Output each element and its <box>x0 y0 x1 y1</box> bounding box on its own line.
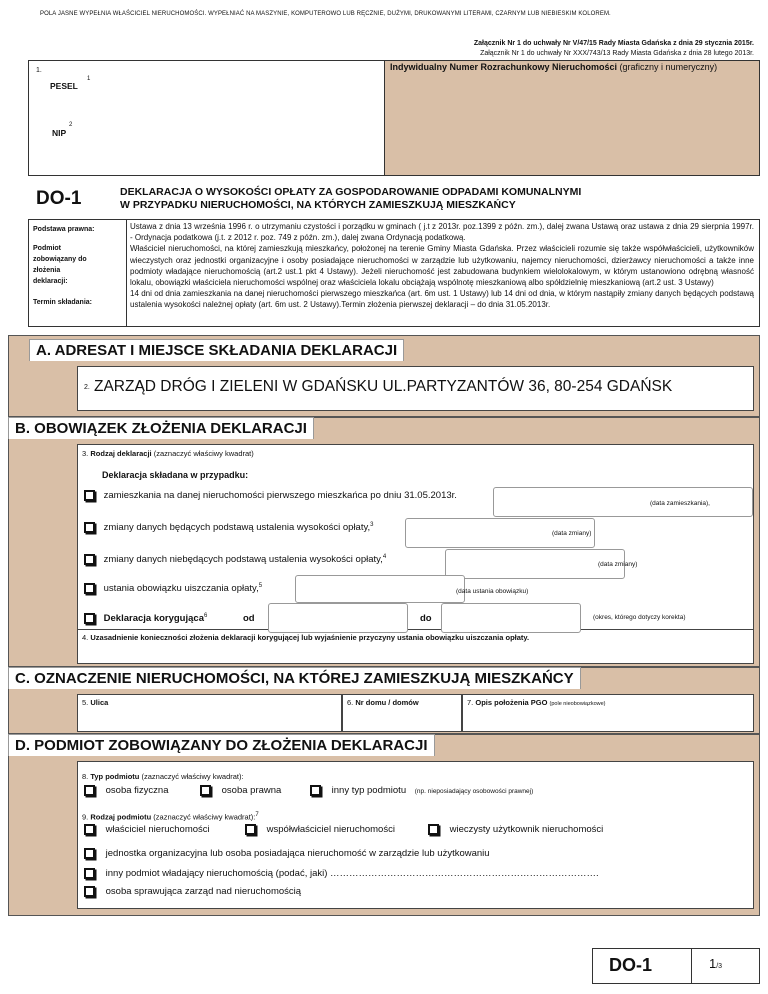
recipient-box <box>77 366 754 411</box>
street-field[interactable] <box>77 694 342 732</box>
deadline-text: 14 dni od dnia zamieszkania na danej nieruchomości pierwszego mieszkańca (art. 6m ust. 1 Ustawy) lub 14 dni od dnia, w którym nastąpiły zmiany danych będących podstawą ustalenia wysokości należnej opłaty (art. 6m ust. 2 Ustawy).Termin złożenia pierwszej deklaracji – do dnia 31.05.2013r. <box>130 289 754 310</box>
correction-to-field[interactable] <box>441 603 581 633</box>
justification-box[interactable] <box>77 629 754 664</box>
form-title-line-1: DEKLARACJA O WYSOKOŚCI OPŁATY ZA GOSPODAROWANIE ODPADAMI KOMUNALNYMI <box>120 186 582 198</box>
correction-to-label: do <box>420 613 432 624</box>
form-title-line-2: W PRZYPADKU NIERUCHOMOŚCI, NA KTÓRYCH ZAMIESZKUJĄ MIESZKAŃCY <box>120 199 516 211</box>
date-obligation-end-hint: (data ustania obowiązku) <box>456 588 529 595</box>
section-c-title: C. OZNACZENIE NIERUCHOMOŚCI, NA KTÓREJ ZAMIESZKUJĄ MIESZKAŃCY <box>8 667 581 689</box>
checkbox-legal-person[interactable] <box>200 785 211 796</box>
nip-label: NIP <box>52 128 67 138</box>
checkbox-first-resident[interactable] <box>84 490 95 501</box>
footer-form-code: DO-1 <box>609 955 653 975</box>
section-b-title: B. OBOWIĄZEK ZŁOŻENIA DEKLARACJI <box>8 417 314 439</box>
legal-text <box>130 221 754 311</box>
checkbox-management-unit[interactable] <box>84 848 95 859</box>
checkbox-other-holder[interactable] <box>84 868 95 879</box>
street-label: Ulica <box>90 698 109 707</box>
field-num-1: 1. <box>36 67 42 74</box>
q4-label: 4. Uzasadnienie konieczności złożenia deklaracji korygującej lub wyjaśnienie przyczyny ustania obowiązku uiszczania opłaty. <box>82 633 530 642</box>
role-perpetual-user: wieczysty użytkownik nieruchomości <box>428 824 603 835</box>
obliged-label-1: Podmiot <box>33 245 61 252</box>
inrn-label: Indywidualny Numer Rozrachunkowy Nieruchomości (graficzny i numeryczny) <box>390 62 718 72</box>
house-number-field[interactable] <box>342 694 462 732</box>
checkbox-perpetual-user[interactable] <box>428 824 439 835</box>
correction-from-field[interactable] <box>268 603 408 633</box>
section-c <box>8 667 760 734</box>
footer-code-box <box>592 948 760 984</box>
pgo-location-field[interactable] <box>462 694 754 732</box>
checkbox-correction[interactable] <box>84 613 95 624</box>
checkbox-owner[interactable] <box>84 824 95 835</box>
entity-type-other: inny typ podmiotu (np. nieposiadający osobowości prawnej) <box>310 785 533 796</box>
checkbox-natural-person[interactable] <box>84 785 95 796</box>
option-correction: Deklaracja korygująca$^6$ <box>84 613 207 624</box>
date-first-resident-field[interactable] <box>493 487 753 517</box>
obliged-label-4: deklaracji: <box>33 278 68 285</box>
section-a <box>8 335 760 417</box>
checkbox-co-owner[interactable] <box>245 824 256 835</box>
date-obligation-end-field[interactable] <box>295 575 465 603</box>
option-first-resident: zamieszkania na danej nieruchomości pierwszego mieszkańca po dniu 31.05.2013r. <box>84 490 457 501</box>
checkbox-other-data-change[interactable] <box>84 554 95 565</box>
q9-label: 9. Rodzaj podmiotu (zaznaczyć właściwy kwadrat):$^7$ <box>82 812 259 822</box>
other-entity-hint: (np. nieposiadający osobowości prawnej) <box>414 788 534 796</box>
nip-field[interactable] <box>30 140 383 170</box>
deadline-label: Termin składania: <box>33 299 93 306</box>
q8-label: 8. Typ podmiotu (zaznaczyć właściwy kwadrat): <box>82 772 244 781</box>
obliged-label-3: złożenia <box>33 267 61 274</box>
legal-basis-text: Ustawa z dnia 13 września 1996 r. o utrzymaniu czystości i porządku w gminach ( j.t z 2013r. poz.1399 z późn. zm.), dalej zwana Ustawą oraz ustawa z dnia 29 sierpnia 1997r. - Ordynacja podatkowa (j.t. z 2012 r. poz. 749 z późn. zm.), dalej zwana Ordynacją podatkową. <box>130 222 754 243</box>
checkbox-fee-data-change[interactable] <box>84 522 95 533</box>
entity-type-legal: osoba prawna <box>200 785 281 796</box>
pesel-label: PESEL <box>50 81 78 91</box>
pesel-field[interactable] <box>30 94 383 114</box>
page-number: 1/3 <box>709 956 723 971</box>
role-other-holder: inny podmiot władający nieruchomością (podać, jaki) …………………………………………………………………………. <box>84 868 599 879</box>
declaration-subheading: Deklaracja składana w przypadku: <box>102 470 249 480</box>
field-num-2: 2. <box>84 384 90 391</box>
date-fee-data-change-hint: (data zmiany) <box>552 530 592 537</box>
date-other-data-change-hint: (data zmiany) <box>598 561 638 568</box>
form-code: DO-1 <box>36 188 82 209</box>
fill-instruction: POLA JASNE WYPEŁNIA WŁAŚCICIEL NIERUCHOMOŚCI. WYPEŁNIAĆ NA MASZYNIE, KOMPUTEROWO LUB RĘCZNIE, DUŻYMI, DRUKOWANYMI LITERAMI, CZARNYM LUB NIEBIESKIM KOLOREM. <box>40 11 611 17</box>
inrn-field[interactable] <box>384 61 759 175</box>
role-owner: właściciel nieruchomości <box>84 824 210 835</box>
checkbox-obligation-end[interactable] <box>84 583 95 594</box>
legal-side-labels <box>33 224 125 308</box>
pgo-location-label: Opis położenia PGO <box>475 698 548 707</box>
option-fee-data-change: zmiany danych będących podstawą ustalenia wysokości opłaty,$^3$ <box>84 522 373 533</box>
field-num-5: 5. <box>82 698 89 707</box>
obliged-label-2: zobowiązany do <box>33 256 87 263</box>
q3-label: 3. Rodzaj deklaracji (zaznaczyć właściwy kwadrat) <box>82 449 254 458</box>
checkbox-administrator[interactable] <box>84 886 95 897</box>
field-num-6: 6. <box>347 698 354 707</box>
entity-type-natural: osoba fizyczna <box>84 785 168 796</box>
field-num-7: 7. <box>467 698 474 707</box>
date-first-resident-hint: (data zamieszkania), <box>650 500 710 507</box>
role-co-owner: współwłaściciel nieruchomości <box>245 824 395 835</box>
recipient-address: ZARZĄD DRÓG I ZIELENI W GDAŃSKU UL.PARTYZANTÓW 36, 80-254 GDAŃSK <box>94 378 673 395</box>
correction-period-hint: (okres, którego dotyczy korekta) <box>593 614 686 621</box>
nip-footnote: 2 <box>69 122 73 128</box>
checkbox-other-entity[interactable] <box>310 785 321 796</box>
section-a-title: A. ADRESAT I MIEJSCE SKŁADANIA DEKLARACJI <box>29 339 404 361</box>
option-other-data-change: zmiany danych niebędących podstawą ustalenia wysokości opłaty,$^4$ <box>84 554 386 565</box>
annex-line-1: Załącznik Nr 1 do uchwały Nr V/47/15 Rady Miasta Gdańska z dnia 29 stycznia 2015r. <box>473 40 754 47</box>
role-management-unit: jednostka organizacyjna lub osoba posiadająca nieruchomość w zarządzie lub użytkowaniu <box>84 848 490 859</box>
annex-line-2: Załącznik Nr 1 do uchwały Nr XXX/743/13 Rady Miasta Gdańska z dnia 28 lutego 2013r. <box>480 50 754 57</box>
legal-basis-label: Podstawa prawna: <box>33 226 95 233</box>
house-number-label: Nr domu / domów <box>355 698 419 707</box>
pgo-location-hint: (pole nieobowiązkowe) <box>549 701 606 707</box>
role-administrator: osoba sprawująca zarząd nad nieruchomością <box>84 886 301 897</box>
section-d-title: D. PODMIOT ZOBOWIĄZANY DO ZŁOŻENIA DEKLARACJI <box>8 734 435 756</box>
obliged-text: Właściciel nieruchomości, na której zamieszkują mieszkańcy, położonej na terenie Gminy Miasta Gdańska. Przez właścicieli rozumie się także współwłaścicieli, użytkowników wieczystych oraz jednostki organizacyjne i osoby posiadające nieruchomości w zarządzie lub użytkowaniu, najemcy nieruchomości, dzierżawcy nieruchomości a także inne podmioty władające nieruchomością (art.2 ust.1 pkt 4 Ustawy). Jeżeli nieruchomość jest zabudowana budynkiem wielolokalowym, w którym ustanowiono odrębną własność lokalu, obowiązki właściciela nieruchomości wspólnej oraz właściciela lokalu obciążają wspólnotę mieszkaniową albo spółdzielnię mieszkaniową (art.2 ust. 3 Ustawy) <box>130 244 754 288</box>
option-obligation-end: ustania obowiązku uiszczania opłaty,$^5$ <box>84 583 262 594</box>
correction-from-label: od <box>243 613 255 624</box>
pesel-footnote: 1 <box>87 76 91 82</box>
